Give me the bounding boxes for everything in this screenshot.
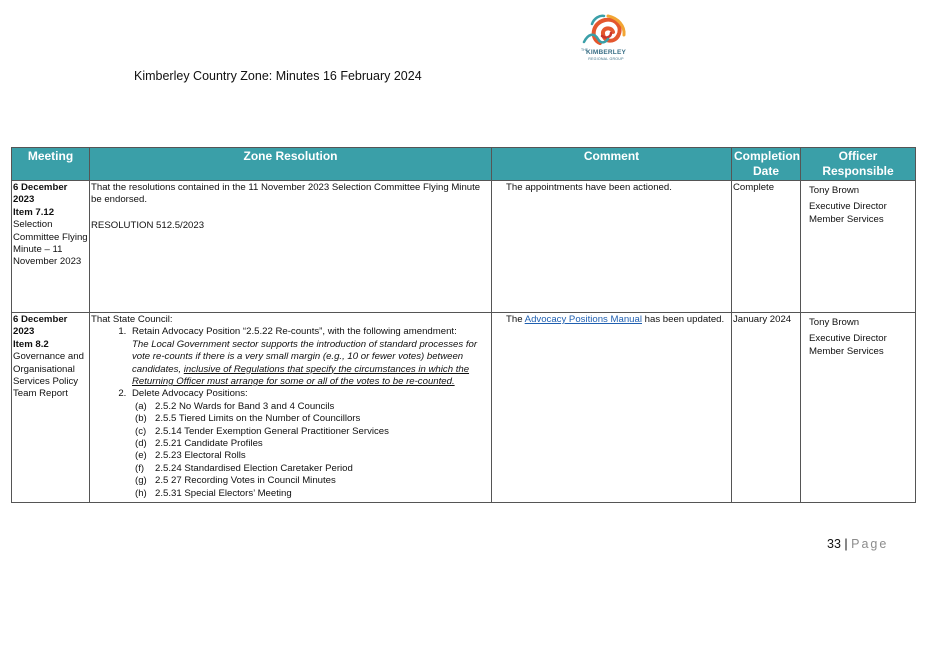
resolution-point-1 [129, 326, 490, 388]
list-item-label: (f) [135, 462, 145, 474]
page-number: 33 [827, 537, 841, 551]
point-1-text: Retain Advocacy Position “2.5.22 Re-counts”, with the following amendment: [132, 326, 457, 338]
list-item-text: 2.5.5 Tiered Limits on the Number of Councillors [155, 413, 361, 425]
table-row [12, 313, 916, 503]
deleted-positions-list [132, 401, 490, 500]
kimberley-regional-group-logo [578, 12, 634, 68]
resolution-points [91, 326, 490, 500]
amendment-underlined: inclusive of Regulations that specify the circumstances in which the Returning Officer must arrange for some or all of the votes to be re-counted. [132, 363, 470, 388]
list-item-label: (c) [135, 425, 147, 437]
list-item-label: (a) [135, 400, 147, 412]
amendment-text [132, 339, 490, 389]
column-header-comment: Comment [492, 148, 732, 181]
column-header-completion-date: Completion Date [732, 148, 801, 181]
officer-name: Tony Brown [809, 185, 860, 196]
list-item-label: (e) [135, 450, 147, 462]
list-item [132, 401, 490, 413]
column-header-zone-resolution: Zone Resolution [90, 148, 492, 181]
column-header-officer-responsible: Officer Responsible [801, 148, 916, 181]
table-header-row [12, 148, 916, 181]
resolution-cell [90, 313, 492, 503]
meeting-cell [12, 313, 90, 503]
officer-title: Executive Director Member Services [809, 201, 887, 225]
list-item [132, 413, 490, 425]
completion-cell [732, 181, 801, 313]
comment-suffix: has been updated. [642, 314, 725, 325]
page-separator: | [844, 537, 848, 551]
meeting-description: Selection Committee Flying Minute – 11 November 2023 [13, 219, 88, 268]
meeting-item: Item 8.2 [13, 338, 49, 350]
meeting-date: 6 December 2023 [13, 182, 68, 206]
list-item-text: 2.5.31 Special Electors’ Meeting [155, 487, 292, 499]
resolution-intro: That State Council: [91, 314, 173, 325]
meeting-date: 6 December 2023 [13, 314, 68, 338]
list-item-label: (g) [135, 475, 147, 487]
logo-sub-text: REGIONAL GROUP [588, 57, 624, 61]
page-footer [827, 537, 888, 551]
comment-cell [492, 313, 732, 503]
comment-prefix: The [506, 314, 525, 325]
list-item-text: 2.5.23 Electoral Rolls [155, 450, 246, 462]
officer-cell [801, 313, 916, 503]
list-item-text: 2.5.21 Candidate Profiles [155, 438, 263, 450]
meeting-item: Item 7.12 [13, 206, 55, 218]
officer-name: Tony Brown [809, 317, 860, 328]
list-item-text: 2.5.24 Standardised Election Caretaker Period [155, 462, 353, 474]
list-item-label: (h) [135, 487, 147, 499]
list-item [132, 426, 490, 438]
table-row [12, 181, 916, 313]
list-item-text: 2.5.14 Tender Exemption General Practitioner Services [155, 425, 389, 437]
list-item [132, 475, 490, 487]
advocacy-positions-manual-link[interactable]: Advocacy Positions Manual [524, 314, 642, 325]
list-item-label: (b) [135, 413, 147, 425]
column-header-meeting: Meeting [12, 148, 90, 181]
completion-date: January 2024 [733, 314, 792, 325]
comment-text: The appointments have been actioned. [506, 182, 672, 193]
completion-cell [732, 313, 801, 503]
amendment-italic: The Local Government sector supports the introduction of standard processes for vote re-counts if there is a very small margin (e.g., 10 or fewer votes) between candidates, [132, 338, 478, 375]
resolution-cell [90, 181, 492, 313]
list-item [132, 463, 490, 475]
resolution-text: That the resolutions contained in the 11 November 2023 Selection Committee Flying Minute be endorsed. [91, 182, 481, 206]
logo-swirl-icon [578, 12, 634, 50]
logo-name-text: KIMBERLEY [585, 49, 627, 56]
document-header-title: Kimberley Country Zone: Minutes 16 February 2024 [134, 69, 422, 83]
officer-title: Executive Director Member Services [809, 333, 887, 357]
meeting-description: Governance and Organisational Services Policy Team Report [13, 351, 84, 400]
list-item [132, 450, 490, 462]
list-item-label: (d) [135, 438, 147, 450]
officer-cell [801, 181, 916, 313]
resolution-point-2 [129, 388, 490, 500]
list-item [132, 438, 490, 450]
resolution-number: RESOLUTION 512.5/2023 [91, 219, 205, 231]
list-item [132, 488, 490, 500]
completion-status: Complete [733, 182, 775, 193]
point-2-text: Delete Advocacy Positions: [132, 388, 248, 400]
page-label: Page [851, 537, 889, 551]
minutes-action-table [11, 147, 916, 503]
list-item-text: 2.5.2 No Wards for Band 3 and 4 Councils [155, 400, 335, 412]
list-item-text: 2.5 27 Recording Votes in Council Minutes [155, 475, 336, 487]
comment-cell [492, 181, 732, 313]
logo-the-text: THE [581, 48, 588, 52]
meeting-cell [12, 181, 90, 313]
